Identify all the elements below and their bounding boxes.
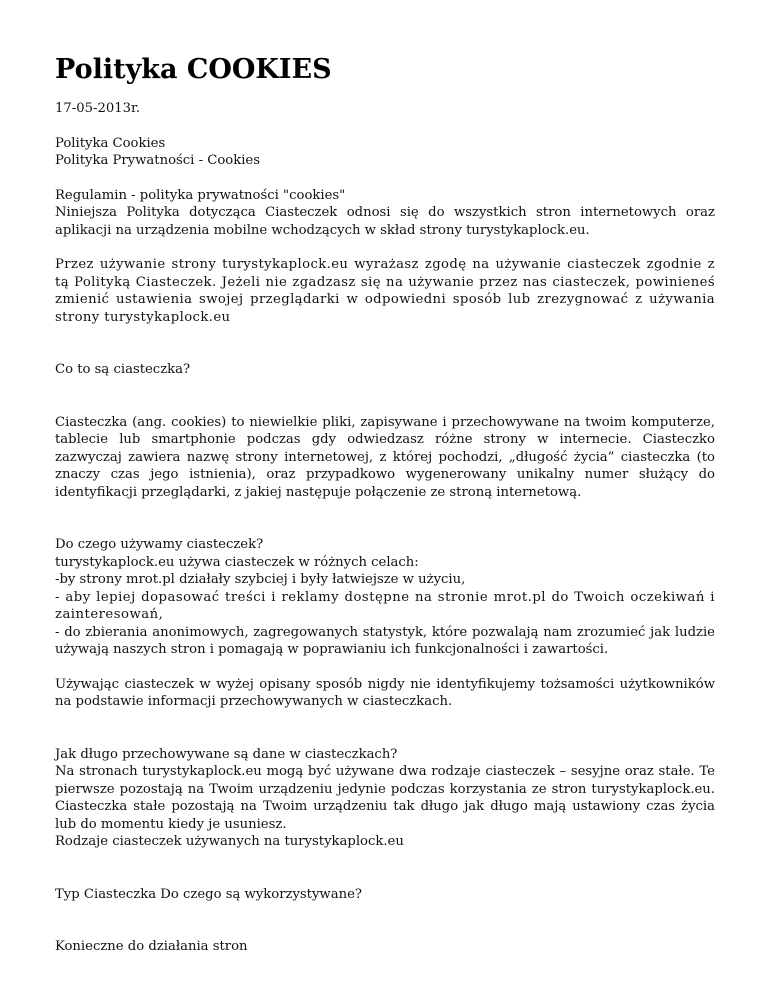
subtitle-block <box>55 135 715 170</box>
intro-heading: Regulamin - polityka prywatności "cookies" <box>55 187 346 203</box>
usage-heading: Do czego używamy ciasteczek? <box>55 537 264 552</box>
subtitle-line: Polityka Prywatności - Cookies <box>55 153 260 168</box>
page-title: Polityka COOKIES <box>55 54 332 85</box>
subtitle-line: Polityka Cookies <box>55 135 166 151</box>
intro-text: Niniejsza Polityka dotycząca Ciasteczek odnosi się do wszystkich stron internetowych oraz aplikacji na urządzenia mobilne wchodzących w skład strony turystykaplock.eu. <box>55 205 715 238</box>
consent-paragraph: Przez używanie strony turystykaplock.eu wyrażasz zgodę na używanie ciasteczek zgodnie z tą Polityką Ciasteczek. Jeżeli nie zgadzasz się na używanie przez nas ciasteczek, powinieneś zmienić ustawienia swojej przeglądarki w odpowiedni sposób lub zrezygnować z używania strony turystykaplock.eu <box>55 257 715 325</box>
storage-types-line: Rodzaje ciasteczek używanych na turystykaplock.eu <box>55 834 404 849</box>
usage-item: -by strony mrot.pl działały szybciej i były łatwiejsze w użyciu, <box>55 572 466 587</box>
usage-section <box>55 536 715 659</box>
document-date: 17-05-2013r. <box>55 101 141 116</box>
storage-section <box>55 746 715 851</box>
identity-paragraph: Używając ciasteczek w wyżej opisany sposób nigdy nie identyfikujemy tożsamości użytkowników na podstawie informacji przechowywanych w ciasteczkach. <box>55 676 715 709</box>
document-page <box>55 50 715 956</box>
what-are-cookies-text: Ciasteczka (ang. cookies) to niewielkie pliki, zapisywane i przechowywane na twoim komputerze, tablecie lub smartphonie podczas gdy odwiedzasz różne strony w internecie. Ciasteczko zazwyczaj zawiera nazwę strony internetowej, z której pochodzi, „długość życia” ciasteczka (to znaczy czas jego istnienia), oraz przypadkowo wygenerowany unikalny numer służący do identyfikacji przeglądarki, z jakiej następuje połączenie ze stroną internetową. <box>55 414 715 500</box>
intro-section <box>55 187 715 240</box>
table-row: Konieczne do działania stron <box>55 939 248 954</box>
usage-item: - aby lepiej dopasować treści i reklamy dostępne na stronie mrot.pl do Twoich oczekiwań i zainteresowań, <box>55 589 715 622</box>
usage-item: - do zbierania anonimowych, zagregowanych statystyk, które pozwalają nam zrozumieć jak ludzie używają naszych stron i pomagają w poprawianiu ich funkcjonalności i zawartości. <box>55 624 715 657</box>
section-heading-what-are-cookies: Co to są ciasteczka? <box>55 362 191 377</box>
storage-heading: Jak długo przechowywane są dane w ciasteczkach? <box>55 746 398 762</box>
storage-text: Na stronach turystykaplock.eu mogą być używane dwa rodzaje ciasteczek – sesyjne oraz stałe. Te pierwsze pozostają na Twoim urządzeniu jedynie podczas korzystania ze stron turystykaplock.eu. Ciasteczka stałe pozostają na Twoim urządzeniu tak długo jak długo mają ustawiony czas życia lub do momentu kiedy je usuniesz. <box>55 764 715 832</box>
usage-lead: turystykaplock.eu używa ciasteczek w różnych celach: <box>55 554 419 570</box>
table-header-row: Typ Ciasteczka Do czego są wykorzystywane? <box>55 886 362 902</box>
